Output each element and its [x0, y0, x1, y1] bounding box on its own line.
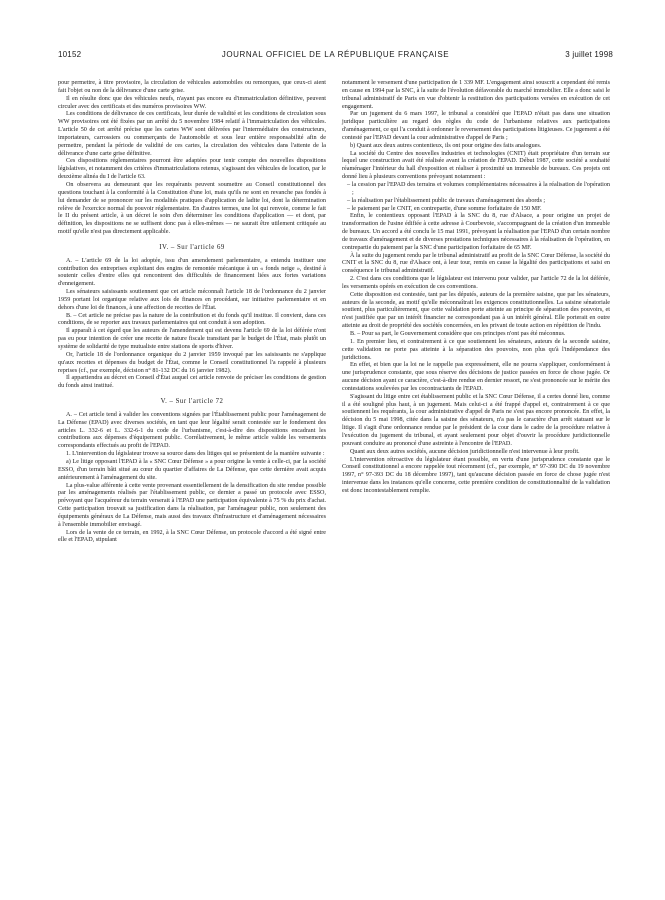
list-item: – le paiement par le CNIT, en contrepartie, d'une somme forfaitaire de 150 MF. — [347, 205, 542, 212]
paragraph: Cette disposition est contestée, tant par les députés, auteurs de la première saisine, que par les sénateurs, auteurs de la seconde, au motif qu'elle méconnaîtrait les exigences constitutionnelles. La saisine sénatoriale soutient, plus particulièrement, que cette validation porte atteinte au principe de séparation des pouvoirs, et n'est justifiée que par un intérêt financier ne correspondant pas à un intérêt général. Elle porterait en outre atteinte au droit de propriété des sociétés concernées, en les privant de toute action en répétition de l'indu. — [342, 291, 610, 330]
left-column — [58, 80, 326, 545]
page-header — [58, 50, 613, 62]
paragraph: On observera au demeurant que les requérants peuvent soumettre au Conseil constitutionnel des questions touchant à la conformité à la Constitution d'une loi, mais qu'ils ne sont en revanche pas fondés à lui demander de se prononcer sur les modalités pratiques d'application de ladite loi, dont la détermination relève de l'exercice normal du pouvoir réglementaire. En d'autres termes, une loi qui renvoie, comme le fait le II du présent article, à un décret le soin d'en déterminer les conditions d'application — et dont, par définition, les dispositions ne se suffisent donc pas à elles-mêmes — ne saurait être utilement critiquée au motif qu'elle n'est pas directement applicable. — [58, 181, 326, 236]
paragraph: b) Quant aux deux autres contentieux, ils ont pour origine des faits analogues. — [350, 142, 542, 149]
page-number: 10152 — [58, 50, 82, 59]
paragraph: Les sénateurs saisissants soutiennent que cet article méconnaît l'article 18 de l'ordonnance du 2 janvier 1959 portant loi organique relative aux lois de finances en procédant, sur initiative parlementaire et en dehors d'une loi de finances, à une affection de recettes de l'État. — [58, 289, 326, 311]
section-heading-article-69: IV. – Sur l'article 69 — [159, 243, 225, 251]
section-heading-article-72: V. – Sur l'article 72 — [160, 398, 224, 406]
paragraph: L'intervention rétroactive du législateur étant possible, en vertu d'une jurisprudence constante que le Conseil constitutionnel a encore rappelée tout récemment (cf., par exemple, n° 97-390 DC du 19 novembre 1997, n° 97-393 DC du 18 décembre 1997), tant qu'aucune décision passée en force de chose jugée n'est intervenue dans les instances qu'elle concerne, cette première condition de constitutionnalité de la validation est donc incontestablement remplie. — [342, 456, 610, 494]
paragraph: Ces dispositions réglementaires pourront être adaptées pour tenir compte des nouvelles dispositions législatives, et notamment des critères d'immatriculations retenus, s'agissant des véhicules de location, par le deuxième alinéa du I de l'article 63. — [58, 158, 326, 181]
paragraph: 1. L'intervention du législateur trouve sa source dans des litiges qui se présentent de la manière suivante : — [66, 451, 325, 458]
paragraph: 1. En premier lieu, et contrairement à ce que soutiennent les sénateurs, auteurs de la seconde saisine, cette validation ne porte pas atteinte à la séparation des pouvoirs, non plus qu'à l'indépendance des juridictions. — [342, 338, 610, 361]
paragraph: À la suite du jugement rendu par le tribunal administratif au profit de la SNC Cœur Défense, la société du CNIT et la SNC du 8, rue d'Alsace ont, à leur tour, remis en cause la légalité des participations et saisi en conséquence le tribunal administratif. — [342, 252, 610, 275]
paragraph: B. – Pour sa part, le Gouvernement considère que ces principes n'ont pas été méconnus. — [350, 331, 566, 337]
paragraph: a) Le litige opposant l'EPAD à la « SNC Cœur Défense » a pour origine la vente à celle-ci, par la société ESSO, d'un terrain bâti situé au cœur du quartier d'affaires de La Défense, que cette dernière avait acquis antérieurement à l'aménagement du site. — [58, 458, 326, 481]
paragraph: La société du Centre des nouvelles industries et technologies (CNIT) était propriétaire d'un terrain sur lequel une construction avait été réalisée avant la création de l'EPAD. Début 1987, cette société a souhaité réaménager l'intérieur du hall d'exposition et réaliser à proximité un immeuble de bureaux. Ces projets ont donné lieu à plusieurs conventions prévoyant notamment : — [342, 150, 610, 181]
paragraph: Il appartiendra au décret en Conseil d'État auquel cet article renvoie de préciser les conditions de gestion du fonds ainsi institué. — [58, 375, 326, 390]
paragraph: A. – L'article 69 de la loi adoptée, issu d'un amendement parlementaire, a entendu instituer une contribution des entreprises exploitant des engins de remontée mécanique à un « fonds neige », destiné à soutenir celles d'entre elles qui rencontrent des difficultés de financement liées aux fortes variations d'enneigement. — [58, 257, 326, 288]
right-column — [342, 80, 610, 496]
paragraph: Les conditions de délivrance de ces certificats, leur durée de validité et les conditions de circulation sous WW provisoires ont été fixées par un arrêté du 5 novembre 1984 relatif à l'immatriculation des véhicules. L'article 50 de cet arrêté précise que les cartes WW sont délivrées par l'intermédiaire des constructeurs, importateurs, carrossiers ou commerçants de l'automobile et sous leur entière responsabilité afin de permettre, pendant la période de validité de ces cartes, la circulation des véhicules dans l'attente de la délivrance d'une carte grise définitive. — [58, 111, 326, 157]
list-item: – la cession par l'EPAD des terrains et volumes complémentaires nécessaires à la réalisation de l'opération ; — [347, 181, 610, 196]
paragraph: Par un jugement du 6 mars 1997, le tribunal a considéré que l'EPAD n'était pas dans une situation juridique particulière au regard des règles du code de l'urbanisme relatives aux participations d'aménagement, ce qui l'a conduit à ordonner le reversement des participations litigieuses. Ce jugement a été contesté par l'EPAD devant la cour administrative d'appel de Paris ; — [342, 111, 610, 141]
journal-title: JOURNAL OFFICIEL DE LA RÉPUBLIQUE FRANÇAISE — [221, 50, 450, 59]
paragraph: La plus-value afférente à cette vente provenant essentiellement de la densification du site rendue possible par les aménagements réalisés par l'établissement public, ce dernier a passé un protocole avec ESSO, prévoyant que l'acquéreur du terrain verserait à l'EPAD une participation équivalente à 75 % du prix d'achat. Cette participation trouvait sa justification dans la réalisation, par l'aménageur public, non seulement des équipements généraux de La Défense, mais aussi des travaux d'infrastructure et d'aménagement nécessaires à l'ensemble immobilier envisagé. — [58, 482, 326, 528]
paragraph: En effet, et bien que la loi ne le rappelle pas expressément, elle ne pourra s'appliquer, conformément à une jurisprudence constante, que sous réserve des décisions de justice passées en force de chose jugée. Or aucune décision ayant ce caractère, c'est-à-dire rendue en dernier ressort, ne s'est prononcée sur le mérite des contestations soulevées par les cocontractants de l'EPAD. — [342, 362, 610, 392]
paragraph: notamment le versement d'une participation de 1 339 MF. L'engagement ainsi souscrit a cependant été remis en cause en 1994 par la SNC, à la suite de l'évolution défavorable du marché immobilier. Elle a donc saisi le tribunal administratif de Paris en vue d'obtenir la restitution des participations versées en exécution de cet engagement. — [342, 80, 610, 110]
paragraph: Quant aux deux autres sociétés, aucune décision juridictionnelle n'est intervenue à leur profit. — [350, 448, 580, 455]
paragraph: 2. C'est dans ces conditions que le législateur est intervenu pour valider, par l'article 72 de la loi déférée, les versements opérés en exécution de ces conventions. — [342, 276, 610, 290]
paragraph: Lors de la vente de ce terrain, en 1992, à la SNC Cœur Défense, un protocole d'accord a été signé entre elle et l'EPAD, stipulant — [58, 529, 326, 544]
paragraph: Or, l'article 18 de l'ordonnance organique du 2 janvier 1959 invoqué par les saisissants ne s'applique qu'aux recettes et dépenses du budget de l'État, comme le Conseil constitutionnel l'a rappelé à plusieurs reprises (cf., par exemple, décision n° 81-132 DC du 16 janvier 1982). — [58, 351, 326, 374]
paragraph: Enfin, le contentieux opposant l'EPAD à la SNC du 8, rue d'Alsace, a pour origine un projet de transformation de l'usine édifiée à cette adresse à Courbevoie, s'accompagnant de la création d'un immeuble de bureaux. Un accord a été conclu le 15 mai 1991, prévoyant la réalisation par l'EPAD d'un certain nombre de travaux d'aménagement et de diverses prestations techniques nécessaires à la réalisation de l'opération, en contrepartie du paiement par la SNC d'une participation forfaitaire de 65 MF. — [342, 213, 610, 251]
publication-date: 3 juillet 1998 — [565, 50, 613, 59]
paragraph: S'agissant du litige entre cet établissement public et la SNC Cœur Défense, il a certes donné lieu, comme il a été souligné plus haut, à un jugement. Mais celui-ci a été frappé d'appel et, contrairement à ce que soutiennent les requérants, la cour administrative d'appel de Paris ne s'est pas encore prononcée. En effet, la décision du 5 mai 1998, citée dans la saisine des sénateurs, n'a pas le caractère d'un arrêt statuant sur le litige. Il s'agit d'une ordonnance rendue par le président de la cour dans le cadre de la procédure relative à l'exécution du jugement du tribunal, et ayant seulement pour objet d'ouvrir la procédure juridictionnelle pouvant conduire au prononcé d'une astreinte à l'encontre de l'EPAD. — [342, 393, 610, 447]
paragraph: B. – Cet article ne précise pas la nature de la contribution et du fonds qu'il institue. Il convient, dans ces conditions, de se reporter aux travaux parlementaires qui ont conduit à son adoption. — [58, 312, 326, 327]
list-item: – la réalisation par l'établissement public de travaux d'aménagement des abords ; — [347, 197, 546, 204]
paragraph: Il apparaît à cet égard que les auteurs de l'amendement qui est devenu l'article 69 de la loi déférée n'ont pas eu pour intention de créer une recette de nature fiscale transitant par le budget de l'État, mais plutôt un système de solidarité de type mutualiste entre stations de sports d'hiver. — [58, 328, 326, 350]
paragraph: Il en résulte donc que des véhicules neufs, n'ayant pas encore eu d'immatriculation définitive, peuvent circuler avec des certificats et des numéros provisoires WW. — [58, 95, 326, 110]
paragraph: pour permettre, à titre provisoire, la circulation de véhicules automobiles ou remorques, que ceux-ci aient fait l'objet ou non de la délivrance d'une carte grise. — [58, 80, 326, 94]
paragraph: A. – Cet article tend à valider les conventions signées par l'Établissement public pour l'aménagement de La Défense (EPAD) avec diverses sociétés, en tant que leur légalité serait contestée sur le fondement des articles L. 332-6 et L. 332-6-1 du code de l'urbanisme, c'est-à-dire des dispositions encadrant les contributions aux dépenses d'équipement public. Corrélativement, le même article valide les versements correspondants effectués au profit de l'EPAD. — [58, 411, 326, 450]
